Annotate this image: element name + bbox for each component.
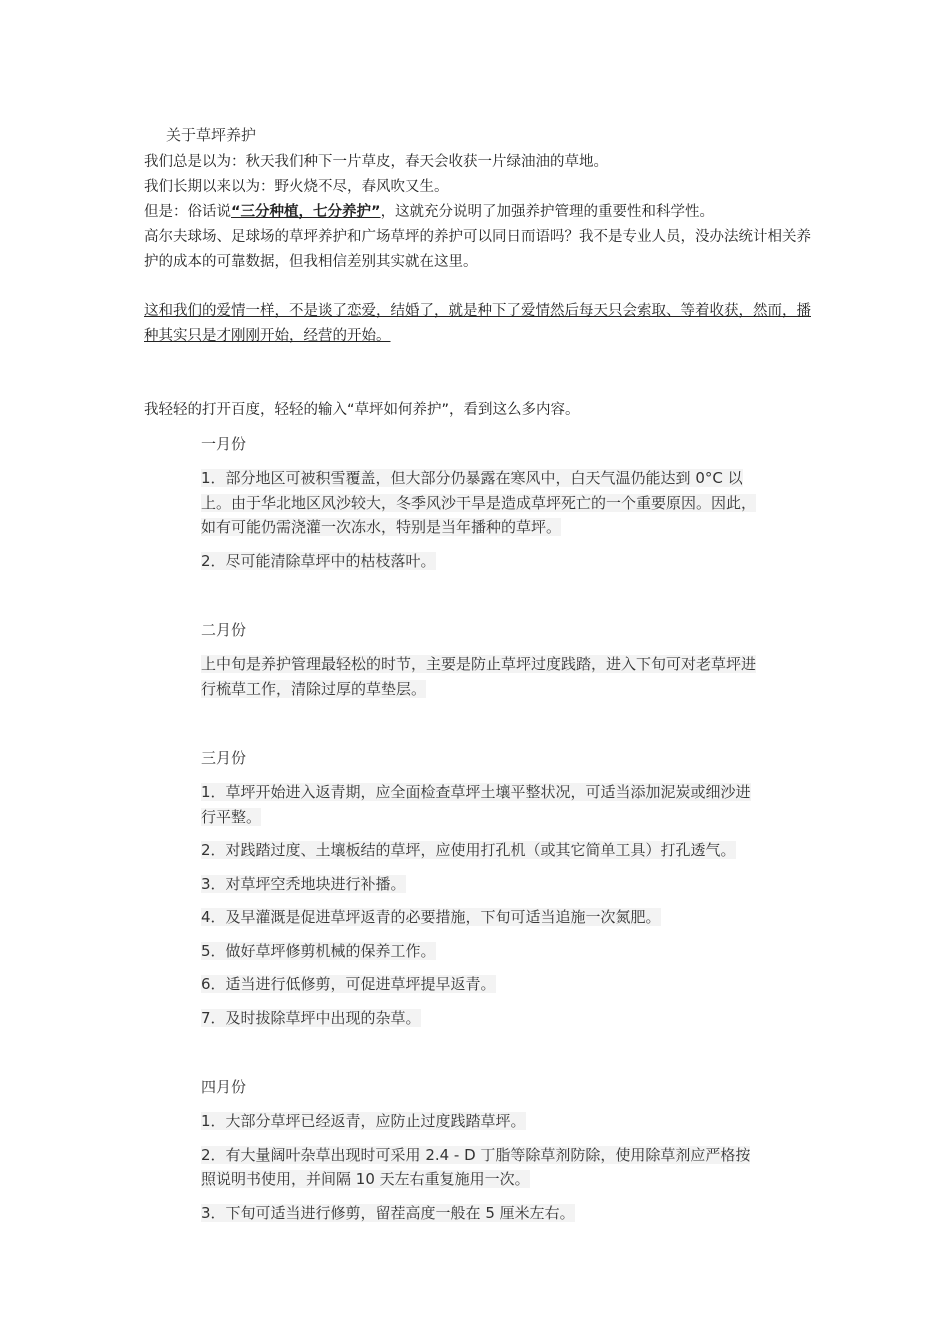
list-item: 4．及早灌溉是促进草坪返青的必要措施，下旬可适当追施一次氮肥。 [201, 908, 661, 926]
list-item: 1．草坪开始进入返青期，应全面检查草坪土壤平整状况，可适当添加泥炭或细沙进行平整。 [201, 783, 751, 826]
intro-line-1: 我们总是以为：秋天我们种下一片草皮，春天会收获一片绿油油的草地。 [144, 154, 608, 170]
intro-line-2: 我们长期以来以为：野火烧不尽，春风吹又生。 [144, 179, 449, 195]
list-item: 2．尽可能清除草坪中的枯枝落叶。 [201, 551, 436, 570]
intro-line-3-pre: 但是：俗话说 [144, 204, 231, 220]
search-line: 我轻轻的打开百度，轻轻的输入“草坪如何养护”，看到这么多内容。 [144, 402, 580, 418]
list-item: 3．对草坪空秃地块进行补播。 [201, 874, 406, 893]
month-section-jan [201, 432, 761, 573]
intro-line-3-post: ，这就充分说明了加强养护管理的重要性和科学性。 [380, 204, 715, 220]
month-heading: 四月份 [201, 1078, 247, 1096]
proverb-quote: “三分种植，七分养护” [231, 204, 381, 220]
list-item: 1．大部分草坪已经返青，应防止过度践踏草坪。 [201, 1112, 526, 1130]
month-section-apr [201, 1075, 761, 1225]
month-section-feb [201, 618, 761, 701]
intro-line-3 [144, 200, 816, 225]
month-heading: 三月份 [201, 749, 247, 767]
intro-line-4: 高尔夫球场、足球场的草坪养护和广场草坪的养护可以同日而语吗？我不是专业人员，没办法统计相关养护的成本的可靠数据，但我相信差别其实就在这里。 [144, 229, 811, 270]
intro-section [144, 150, 816, 349]
list-item: 上中旬是养护管理最轻松的时节，主要是防止草坪过度践踏，进入下旬可对老草坪进行梳草工作，清除过厚的草垫层。 [201, 655, 757, 698]
month-heading: 一月份 [201, 435, 247, 453]
list-item: 1．部分地区可被积雪覆盖，但大部分仍暴露在寒风中，白天气温仍能达到 0°C 以上。由于华北地区风沙较大，冬季风沙干旱是造成草坪死亡的一个重要原因。因此，如有可能仍需浇灌一次冻水，特别是当年播种的草坪。 [201, 469, 757, 536]
love-paragraph: 这和我们的爱情一样，不是谈了恋爱，结婚了，就是种下了爱情然后每天只会索取、等着收获，然而，播种其实只是才刚刚开始，经营的开始。 [144, 303, 811, 344]
list-item: 5．做好草坪修剪机械的保养工作。 [201, 941, 436, 960]
list-item: 2．有大量阔叶杂草出现时可采用 2.4 - D 丁脂等除草剂防除，使用除草剂应严格按照说明书使用，并间隔 10 天左右重复施用一次。 [201, 1145, 751, 1188]
list-item: 6．适当进行低修剪，可促进草坪提早返青。 [201, 975, 496, 993]
month-heading: 二月份 [201, 621, 247, 639]
list-item: 3．下旬可适当进行修剪，留茬高度一般在 5 厘米左右。 [201, 1203, 575, 1222]
document-title: 关于草坪养护 [166, 126, 257, 144]
list-item: 2．对践踏过度、土壤板结的草坪，应使用打孔机（或其它简单工具）打孔透气。 [201, 841, 736, 859]
list-item: 7．及时拔除草坪中出现的杂草。 [201, 1008, 421, 1027]
month-section-mar [201, 746, 761, 1030]
monthly-care-list [201, 432, 761, 1234]
